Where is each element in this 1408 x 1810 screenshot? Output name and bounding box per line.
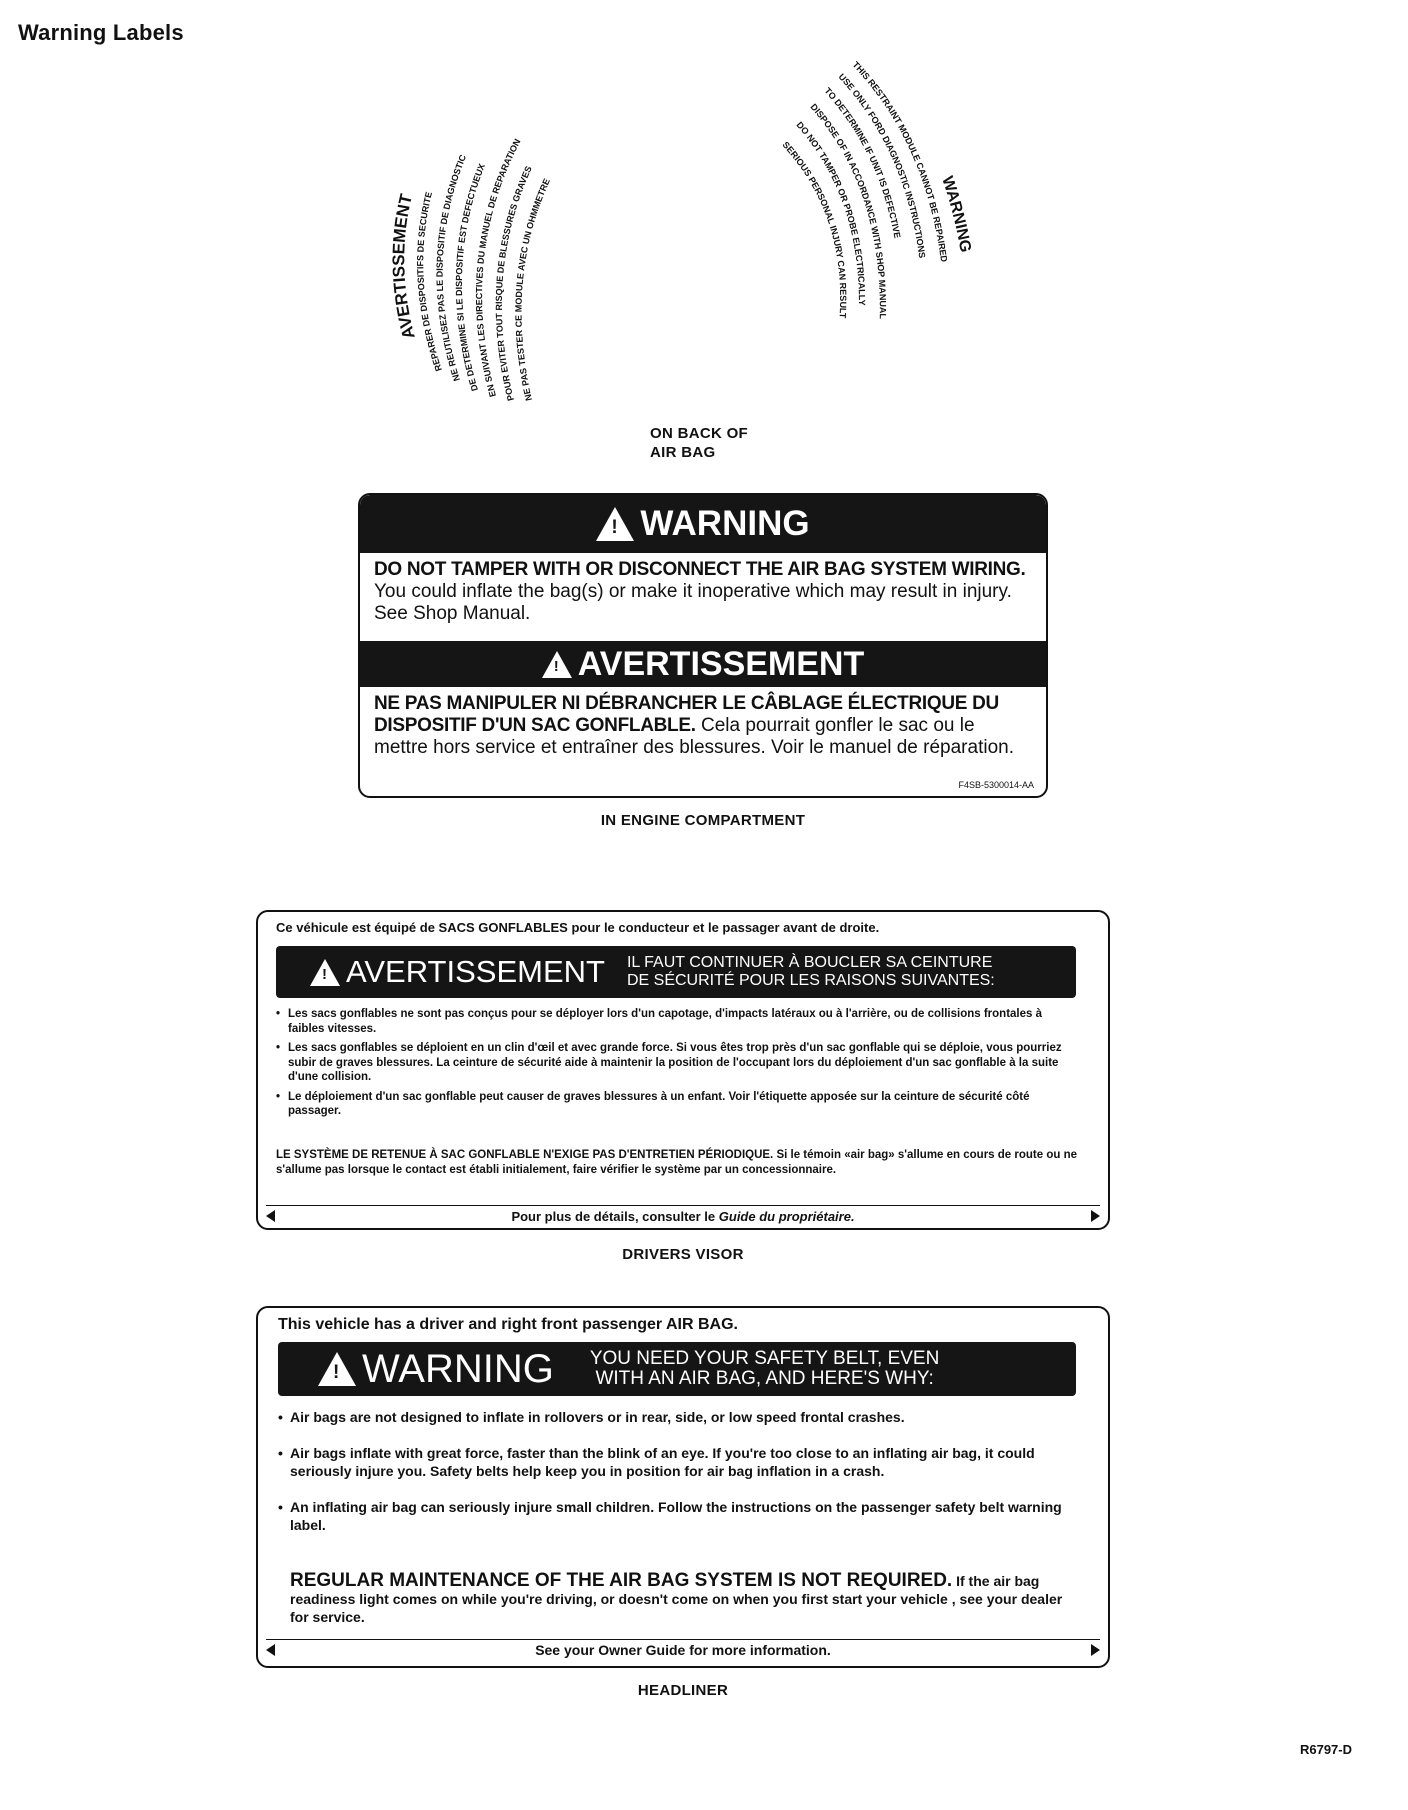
warning-signal-bar: ! WARNING (360, 495, 1046, 553)
french-arc-heading: AVERTISSEMENT (389, 192, 419, 341)
visor-bullet-list (276, 1007, 1080, 1119)
french-arc-line: NE REUTILISEZ PAS LE DISPOSITIF DE DIAGNOSTIC (434, 153, 469, 383)
engine-warning-label (358, 493, 1048, 798)
headliner-caption: HEADLINER (637, 1682, 729, 1699)
english-arc-heading: WARNING (938, 174, 974, 254)
svg-text:POUR EVITER TOUT RISQUE DE BLE (494, 164, 534, 401)
svg-text:NE PAS TESTER CE MODULE AVEC U (514, 177, 552, 402)
english-arc-line: THIS RESTRAINT MODULE CANNOT BE REPAIRED (850, 59, 950, 263)
french-arc-line: REPARER DE DISPOSITIFS DE SECURITE (415, 190, 444, 373)
english-arc-line: SERIOUS PERSONAL INJURY CAN RESULT (780, 139, 849, 319)
english-arc-line: DISPOSE OF IN ACCORDANCE WITH SHOP MANUAL (808, 101, 888, 319)
headliner-footer: See your Owner Guide for more information. (266, 1639, 1100, 1660)
french-arc-line: DE DETERMINE SI LE DISPOSITIF EST DEFECTUEUX (453, 162, 487, 393)
warning-triangle-icon (318, 1352, 356, 1386)
warning-message: DO NOT TAMPER WITH OR DISCONNECT THE AIR BAG SYSTEM WIRING. You could inflate the bag(s) or make it inoperative which may result in injury. See Shop Manual. (374, 559, 1026, 624)
english-arc-line: USE ONLY FORD DIAGNOSTIC INSTRUCTIONS (836, 71, 928, 259)
arrow-left-icon (266, 1210, 275, 1222)
arrow-right-icon (1091, 1210, 1100, 1222)
avertissement-signal-bar: ! AVERTISSEMENT (360, 641, 1046, 687)
french-arc-label (380, 40, 630, 440)
english-arc-label (770, 35, 1010, 435)
french-arc-line: POUR EVITER TOUT RISQUE DE BLESSURES GRAVES (493, 164, 534, 402)
visor-intro: Ce véhicule est équipé de SACS GONFLABLES pour le conducteur et le passager avant de droite. (276, 920, 880, 935)
headliner-maintenance: REGULAR MAINTENANCE OF THE AIR BAG SYSTEM IS NOT REQUIRED. If the air bag readiness light comes on while you're driving, or doesn't come on when you first start your vehicle , see your dealer for service. (290, 1570, 1063, 1625)
list-item: • Les sacs gonflables se déploient en un clin d'œil et avec grande force. Si vous êtes trop près d'un sac gonflable qui se déploie, vous pourriez subir de graves blessures. La ceinture de sécurité aide à maintenir la position de l'occupant lors du déploiement d'un sac gonflable à la suite d'une collision. (276, 1041, 1080, 1085)
airbag-back-caption: ON BACK OF AIR BAG (650, 425, 748, 461)
avertissement-message: NE PAS MANIPULER NI DÉBRANCHER LE CÂBLAGE ÉLECTRIQUE DU DISPOSITIF D'UN SAC GONFLABLE. Cela pourrait gonfler le sac ou le mettre hors service et entraîner des blessures. Voir le manuel de réparation. (374, 693, 1014, 758)
french-arc-line: NE PAS TESTER CE MODULE AVEC UN OHMMETRE (513, 176, 552, 402)
visor-signal-bar: ! AVERTISSEMENT IL FAUT CONTINUER À BOUCLER SA CEINTURE DE SÉCURITÉ POUR LES RAISONS SUIVANTES: (276, 946, 1076, 998)
arrow-right-icon (1091, 1644, 1100, 1656)
arrow-left-icon (266, 1644, 275, 1656)
headliner-warning-label (256, 1306, 1110, 1668)
part-number: F4SB-5300014-AA (958, 780, 1034, 790)
list-item: • An inflating air bag can seriously injure small children. Follow the instructions on the passenger safety belt warning label. (278, 1498, 1076, 1534)
headliner-bullet-list (278, 1408, 1076, 1534)
warning-triangle-icon (542, 651, 572, 678)
list-item: • Air bags are not designed to inflate in rollovers or in rear, side, or low speed frontal crashes. (278, 1408, 1076, 1426)
visor-caption: DRIVERS VISOR (622, 1246, 744, 1263)
svg-text:AVERTISSEMENT (389, 192, 419, 341)
list-item: • Les sacs gonflables ne sont pas conçus pour se déployer lors d'un capotage, d'impacts latéraux ou à l'arrière, ou de collisions frontales à faibles vitesses. (276, 1007, 1080, 1036)
visor-warning-label (256, 910, 1110, 1230)
english-arc-line: DO NOT TAMPER OR PROBE ELECTRICALLY (794, 119, 868, 306)
warning-triangle-icon (310, 959, 340, 986)
list-item: • Air bags inflate with great force, faster than the blink of an eye. If you're too close to an inflating air bag, it could seriously injure you. Safety belts help keep you in position for air bag inflation in a crash. (278, 1444, 1076, 1480)
list-item: • Le déploiement d'un sac gonflable peut causer de graves blessures à un enfant. Voir l'étiquette apposée sur la ceinture de sécurité côté passager. (276, 1090, 1080, 1119)
svg-text:SERIOUS PERSONAL INJURY CAN RE (781, 140, 849, 319)
engine-caption: IN ENGINE COMPARTMENT (600, 812, 806, 829)
french-arc-line: EN SUIVANT LES DIRECTIVES DU MANUEL DE REPARATION (474, 137, 523, 398)
english-arc-line: TO DETERMINE IF UNIT IS DEFECTIVE (822, 85, 903, 240)
page-title: Warning Labels (18, 20, 184, 45)
headliner-signal-bar: ! WARNING YOU NEED YOUR SAFETY BELT, EVEN WITH AN AIR BAG, AND HERE'S WHY: (278, 1342, 1076, 1396)
visor-footer: Pour plus de détails, consulter le Guide du propriétaire. (266, 1205, 1100, 1226)
figure-code: R6797-D (1299, 1742, 1352, 1757)
warning-triangle-icon (596, 507, 634, 541)
visor-maintenance: LE SYSTÈME DE RETENUE À SAC GONFLABLE N'EXIGE PAS D'ENTRETIEN PÉRIODIQUE. Si le témoin «air bag» s'allume en cours de route ou ne s'allume pas lorsque le contact est établi initialement, faire vérifier le système par un concessionnaire. (276, 1149, 1077, 1176)
headliner-intro: This vehicle has a driver and right front passenger AIR BAG. (278, 1316, 738, 1333)
